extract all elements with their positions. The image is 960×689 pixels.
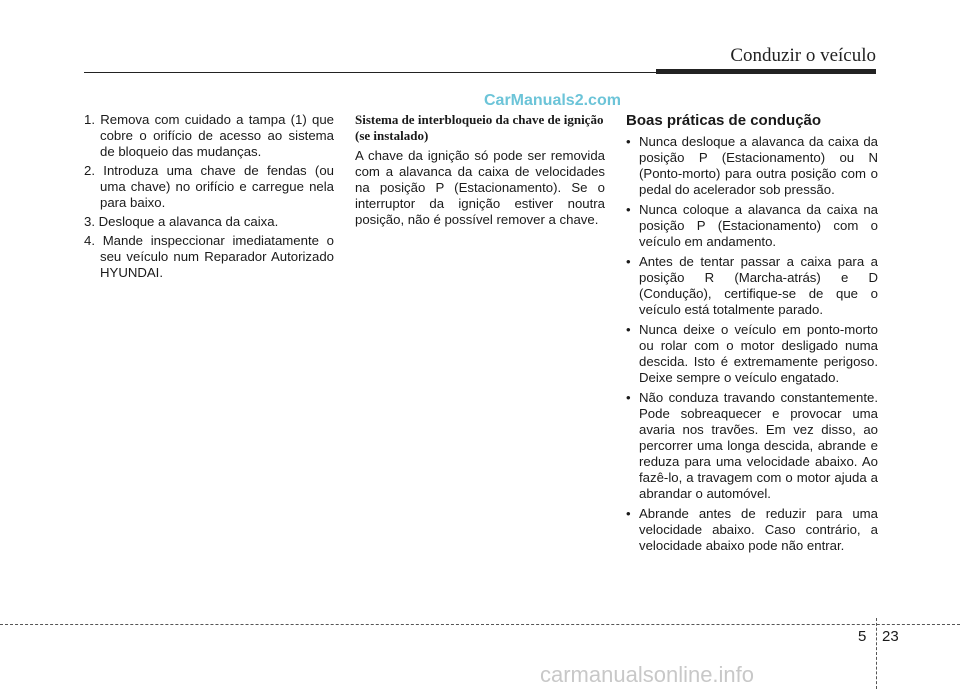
header-rule-thick — [656, 69, 876, 74]
interlock-paragraph: A chave da ignição só pode ser removida com a alavanca da caixa de velocidades na posição P (Estacionamento). Se o interruptor da ignição estiver noutra posição, não é possível remover a chave. — [355, 148, 605, 227]
steps-list — [84, 112, 334, 281]
column-interlock — [355, 112, 605, 228]
bullet-icon: • — [626, 506, 631, 521]
bullet-text: Nunca deixe o veículo em ponto-morto ou rolar com o motor desligado numa descida. Isto é extremamente perigoso. Deixe sempre o veículo engatado. — [639, 322, 878, 385]
bullet-item — [626, 506, 878, 554]
bullet-icon: • — [626, 322, 631, 337]
page-number: 23 — [882, 628, 899, 645]
bullet-text: Não conduza travando constantemente. Pode sobreaquecer e provocar uma avaria nos travões. Em vez disso, ao percorrer uma longa descida, abrande e reduza para uma velocidade abaixo. Ao fazê-lo, a travagem com o motor ajuda a abrandar o automóvel. — [639, 390, 878, 501]
header-rule-thin — [84, 72, 656, 73]
watermark-top: CarManuals2.com — [484, 92, 621, 109]
bullet-icon: • — [626, 134, 631, 149]
good-practices-list — [626, 134, 878, 554]
bullet-item — [626, 390, 878, 502]
footer-divider — [876, 618, 877, 689]
step-item: 4. Mande inspeccionar imediatamente o seu veículo num Reparador Autorizado HYUNDAI. — [84, 233, 334, 280]
chapter-number: 5 — [858, 628, 867, 645]
interlock-subheading: Sistema de interbloqueio da chave de ignição (se instalado) — [355, 112, 604, 143]
good-practices-heading: Boas práticas de condução — [626, 112, 822, 129]
header-title: Conduzir o veículo — [730, 45, 876, 66]
column-good-practices — [626, 112, 878, 558]
step-item: 2. Introduza uma chave de fendas (ou uma chave) no orifício e carregue nela para baixo. — [84, 163, 334, 210]
step-item: 1. Remova com cuidado a tampa (1) que cobre o orifício de acesso ao sistema de bloqueio das mudanças. — [84, 112, 334, 159]
bullet-text: Nunca coloque a alavanca da caixa na posição P (Estacionamento) com o veículo em andamento. — [639, 202, 878, 249]
step-item: 3. Desloque a alavanca da caixa. — [84, 214, 279, 229]
watermark-bottom: carmanualsonline.info — [540, 662, 755, 687]
column-steps — [84, 112, 334, 284]
bullet-icon: • — [626, 254, 631, 269]
bullet-text: Nunca desloque a alavanca da caixa da posição P (Estacionamento) ou N (Ponto-morto) para outra posição com o pedal do acelerador sob pressão. — [639, 134, 878, 197]
bullet-item — [626, 322, 878, 386]
bullet-item — [626, 202, 878, 250]
bullet-icon: • — [626, 202, 631, 217]
footer-rule — [0, 624, 960, 625]
bullet-item — [626, 134, 878, 198]
bullet-item — [626, 254, 878, 318]
bullet-icon: • — [626, 390, 631, 405]
bullet-text: Antes de tentar passar a caixa para a posição R (Marcha-atrás) e D (Condução), certifique-se de que o veículo está totalmente parado. — [639, 254, 878, 317]
bullet-text: Abrande antes de reduzir para uma velocidade abaixo. Caso contrário, a velocidade abaixo pode não entrar. — [639, 506, 878, 553]
